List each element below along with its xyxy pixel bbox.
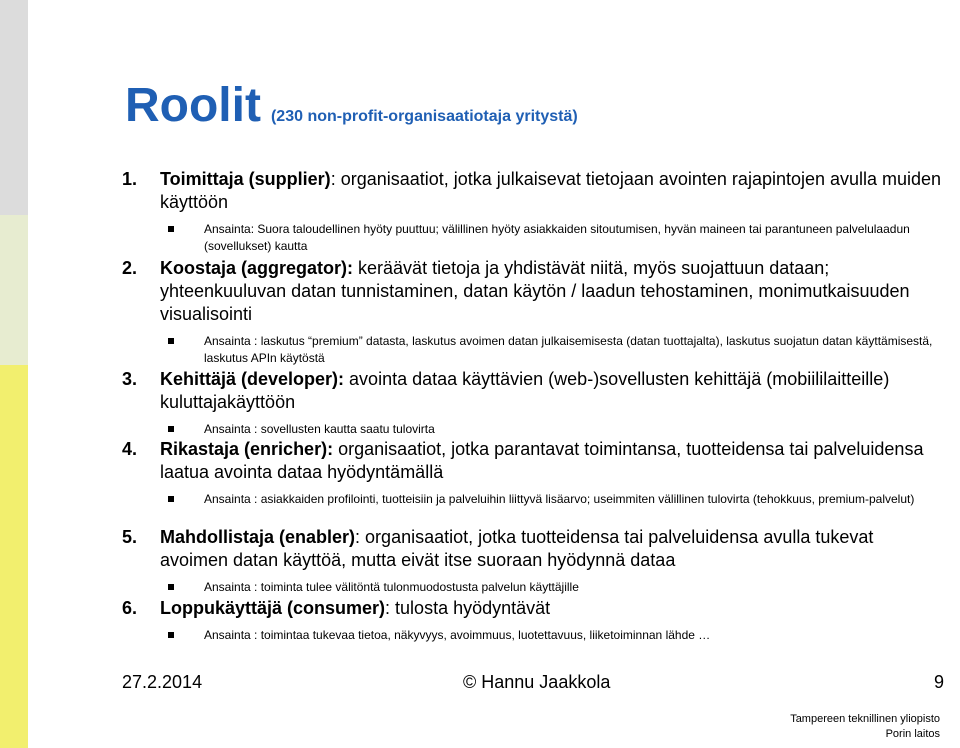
role-heading xyxy=(122,526,942,572)
role-description: : organisaatiot, jotka tuotteidensa tai palveluidensa avulla tukevat avoimen datan käyttöä, mutta eivät itse suoraan hyödynnä dataa xyxy=(160,527,874,570)
square-bullet-icon xyxy=(168,426,174,432)
role-name: Rikastaja (enricher): xyxy=(160,439,334,459)
role-item-consumer xyxy=(122,597,942,644)
role-number: 6. xyxy=(122,598,138,618)
role-description: keräävät tietoja ja yhdistävät niitä, myös suojattuun dataan; yhteenkuuluvan datan tunnistaminen, datan käytön / laadun tehostaminen, monimutkaisuuden visualisointi xyxy=(160,258,910,324)
role-item-developer xyxy=(122,368,942,438)
role-bullet xyxy=(122,333,942,367)
role-item-supplier xyxy=(122,168,942,255)
role-name: Koostaja (aggregator): xyxy=(160,258,354,278)
square-bullet-icon xyxy=(168,496,174,502)
role-bullet-text: Ansainta : toiminta tulee välitöntä tulonmuodostusta palvelun käyttäjille xyxy=(204,580,579,594)
role-name: Loppukäyttäjä (consumer) xyxy=(160,598,386,618)
role-item-aggregator xyxy=(122,257,942,367)
role-heading xyxy=(122,438,942,484)
role-item-enabler xyxy=(122,526,942,596)
footer-author: © Hannu Jaakkola xyxy=(463,672,611,692)
side-strip-yellow xyxy=(0,365,28,748)
role-bullet-text: Ansainta : laskutus “premium” datasta, laskutus avoimen datan julkaisemisesta (datan tuottajalta), laskutus suojatun datan käyttämisestä, laskutus APIn käytöstä xyxy=(204,334,933,365)
role-bullet-text: Ansainta : sovellusten kautta saatu tulovirta xyxy=(204,422,435,436)
role-heading xyxy=(122,368,942,414)
role-bullet-text: Ansainta: Suora taloudellinen hyöty puuttuu; välillinen hyöty asiakkaiden sitoutumisen, hyvän maineen tai parantuneen palvelulaadun (sovellukset) kautta xyxy=(204,222,910,253)
role-number: 2. xyxy=(122,258,138,278)
square-bullet-icon xyxy=(168,338,174,344)
organization-name: Tampereen teknillinen yliopisto xyxy=(790,713,940,725)
slide-title: Roolit xyxy=(125,79,261,132)
role-bullet xyxy=(122,627,942,644)
organization-unit: Porin laitos xyxy=(885,728,940,740)
role-number: 5. xyxy=(122,527,138,547)
role-heading xyxy=(122,168,942,214)
square-bullet-icon xyxy=(168,632,174,638)
role-bullet xyxy=(122,221,942,255)
role-name: Kehittäjä (developer): xyxy=(160,369,345,389)
role-description: organisaatiot, jotka parantavat toimintansa, tuotteidensa tai palveluidensa laatua avointa dataa hyödyntämällä xyxy=(160,439,924,482)
role-heading xyxy=(122,257,942,326)
role-bullet-text: Ansainta : asiakkaiden profilointi, tuotteisiin ja palveluihin liittyvä lisäarvo; useimmiten välillinen tulovirta (tehokkuus, premium-palvelut) xyxy=(204,492,915,506)
footer-organization xyxy=(790,712,940,742)
role-number: 1. xyxy=(122,169,138,189)
side-strip-gray xyxy=(0,0,28,215)
page-number: 9 xyxy=(934,672,945,692)
role-bullet xyxy=(122,491,942,508)
role-name: Mahdollistaja (enabler) xyxy=(160,527,356,547)
slide-subtitle: (230 non-profit-organisaatiotaja yritystä) xyxy=(270,108,578,125)
role-description: : organisaatiot, jotka julkaisevat tietojaan avointen rajapintojen avulla muiden käyttöön xyxy=(160,169,942,212)
role-bullet-text: Ansainta : toimintaa tukevaa tietoa, näkyvyys, avoimmuus, luotettavuus, liiketoiminnan lähde … xyxy=(204,628,711,642)
square-bullet-icon xyxy=(168,584,174,590)
role-number: 3. xyxy=(122,369,138,389)
footer-date: 27.2.2014 xyxy=(122,672,203,692)
role-heading xyxy=(122,597,942,620)
role-bullet xyxy=(122,421,942,438)
role-number: 4. xyxy=(122,439,138,459)
role-bullet xyxy=(122,579,942,596)
role-description: avointa dataa käyttävien (web-)sovellusten kehittäjä (mobiililaitteille) kuluttajakäyttöön xyxy=(160,369,890,412)
square-bullet-icon xyxy=(168,226,174,232)
role-description: : tulosta hyödyntävät xyxy=(385,598,551,618)
role-item-enricher xyxy=(122,438,942,508)
side-strip-fade xyxy=(0,215,28,365)
role-name: Toimittaja (supplier) xyxy=(160,169,331,189)
slide-title-block xyxy=(125,78,578,133)
